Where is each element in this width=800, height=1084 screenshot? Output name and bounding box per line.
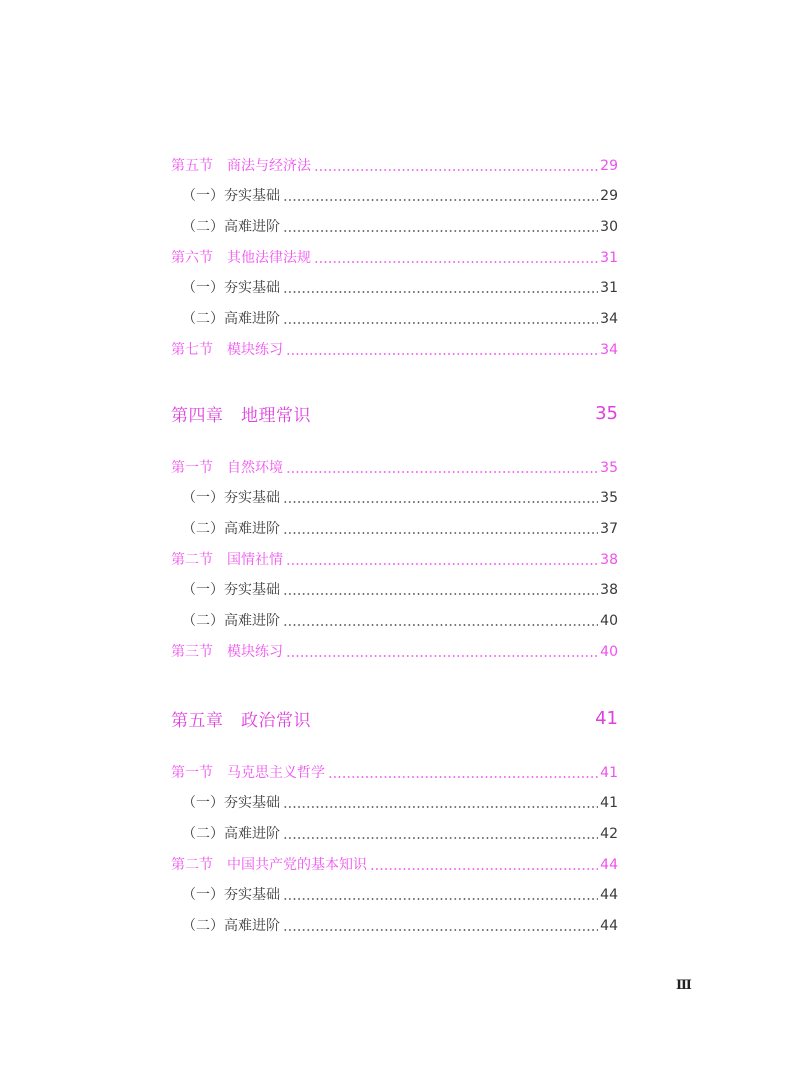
toc-entry-page-number: 37	[600, 521, 618, 538]
chapter-heading[interactable]	[171, 398, 618, 428]
toc-entry-page-number: 34	[600, 341, 618, 358]
chapter-page-number: 41	[595, 707, 618, 729]
toc-entry-page-number: 34	[600, 311, 618, 328]
toc-block-2	[171, 398, 618, 663]
toc-entry-page-number: 40	[600, 613, 618, 630]
toc-entry-label: 第五节 商法与经济法	[171, 157, 311, 174]
toc-subsection-entry[interactable]	[171, 906, 618, 937]
page-number: Ⅲ	[676, 978, 692, 993]
toc-entry-page-number: 44	[600, 856, 618, 873]
toc-entry-page-number: 31	[600, 280, 618, 297]
toc-subsection-entry[interactable]	[171, 207, 618, 238]
dot-leader	[283, 806, 598, 808]
toc-entry-page-number: 41	[600, 795, 618, 812]
dot-leader	[370, 868, 598, 870]
toc-subsection-entry[interactable]	[171, 784, 618, 815]
toc-entry-page-number: 31	[600, 249, 618, 266]
dot-leader	[314, 169, 598, 171]
toc-entry-label: （二）高难进阶	[182, 521, 280, 538]
toc-entry-label: （二）高难进阶	[182, 311, 280, 328]
toc-entry-page-number: 35	[600, 490, 618, 507]
dot-leader	[314, 261, 598, 263]
dot-leader	[283, 501, 598, 503]
dot-leader	[286, 471, 598, 473]
dot-leader	[283, 624, 598, 626]
toc-entry-label: 第七节 模块练习	[171, 341, 283, 358]
toc-entry-label: （一）夯实基础	[182, 887, 280, 904]
toc-entry-label: （二）高难进阶	[182, 613, 280, 630]
chapter-heading[interactable]	[171, 703, 618, 733]
toc-entry-label: （二）高难进阶	[182, 918, 280, 935]
dot-leader	[283, 898, 598, 900]
toc-entry-label: 第二节 中国共产党的基本知识	[171, 856, 367, 873]
toc-entry-label: （一）夯实基础	[182, 188, 280, 205]
dot-leader	[283, 199, 598, 201]
toc-block-1	[171, 146, 618, 361]
toc-entry-label: 第三节 模块练习	[171, 643, 283, 660]
toc-section-entry[interactable]	[171, 753, 618, 784]
toc-section-entry[interactable]	[171, 540, 618, 571]
dot-leader	[286, 563, 598, 565]
toc-entry-page-number: 29	[600, 157, 618, 174]
toc-subsection-entry[interactable]	[171, 479, 618, 510]
toc-entry-page-number: 44	[600, 918, 618, 935]
toc-entry-page-number: 38	[600, 551, 618, 568]
toc-subsection-entry[interactable]	[171, 269, 618, 300]
dot-leader	[283, 929, 598, 931]
toc-entry-label: （一）夯实基础	[182, 582, 280, 599]
dot-leader	[283, 322, 598, 324]
dot-leader	[328, 776, 598, 778]
dot-leader	[283, 291, 598, 293]
toc-section-entry[interactable]	[171, 448, 618, 479]
toc-subsection-entry[interactable]	[171, 814, 618, 845]
toc-entry-label: 第一节 自然环境	[171, 459, 283, 476]
toc-block-3	[171, 703, 618, 937]
dot-leader	[286, 353, 598, 355]
toc-subsection-entry[interactable]	[171, 876, 618, 907]
toc-subsection-entry[interactable]	[171, 571, 618, 602]
toc-entry-page-number: 29	[600, 188, 618, 205]
toc-subsection-entry[interactable]	[171, 299, 618, 330]
toc-entry-page-number: 30	[600, 219, 618, 236]
toc-entry-page-number: 42	[600, 826, 618, 843]
toc-section-entry[interactable]	[171, 330, 618, 361]
toc-entry-page-number: 40	[600, 643, 618, 660]
chapter-title: 第四章 地理常识	[171, 405, 311, 426]
toc-subsection-entry[interactable]	[171, 601, 618, 632]
toc-entry-label: （一）夯实基础	[182, 795, 280, 812]
chapter-page-number: 35	[595, 402, 618, 424]
chapter-title: 第五章 政治常识	[171, 710, 311, 731]
toc-entry-page-number: 35	[600, 459, 618, 476]
dot-leader	[283, 532, 598, 534]
toc-entry-page-number: 38	[600, 582, 618, 599]
toc-section-entry[interactable]	[171, 146, 618, 177]
toc-subsection-entry[interactable]	[171, 509, 618, 540]
toc-entry-label: 第六节 其他法律法规	[171, 249, 311, 266]
toc-entry-label: （一）夯实基础	[182, 280, 280, 297]
dot-leader	[283, 230, 598, 232]
dot-leader	[283, 593, 598, 595]
toc-entry-label: 第一节 马克思主义哲学	[171, 764, 325, 781]
toc-entry-page-number: 41	[600, 764, 618, 781]
toc-section-entry[interactable]	[171, 238, 618, 269]
toc-entry-label: 第二节 国情社情	[171, 551, 283, 568]
toc-entry-page-number: 44	[600, 887, 618, 904]
dot-leader	[283, 837, 598, 839]
toc-section-entry[interactable]	[171, 632, 618, 663]
toc-subsection-entry[interactable]	[171, 177, 618, 208]
toc-entry-label: （二）高难进阶	[182, 826, 280, 843]
toc-entry-label: （一）夯实基础	[182, 490, 280, 507]
toc-section-entry[interactable]	[171, 845, 618, 876]
toc-entry-label: （二）高难进阶	[182, 219, 280, 236]
dot-leader	[286, 655, 598, 657]
